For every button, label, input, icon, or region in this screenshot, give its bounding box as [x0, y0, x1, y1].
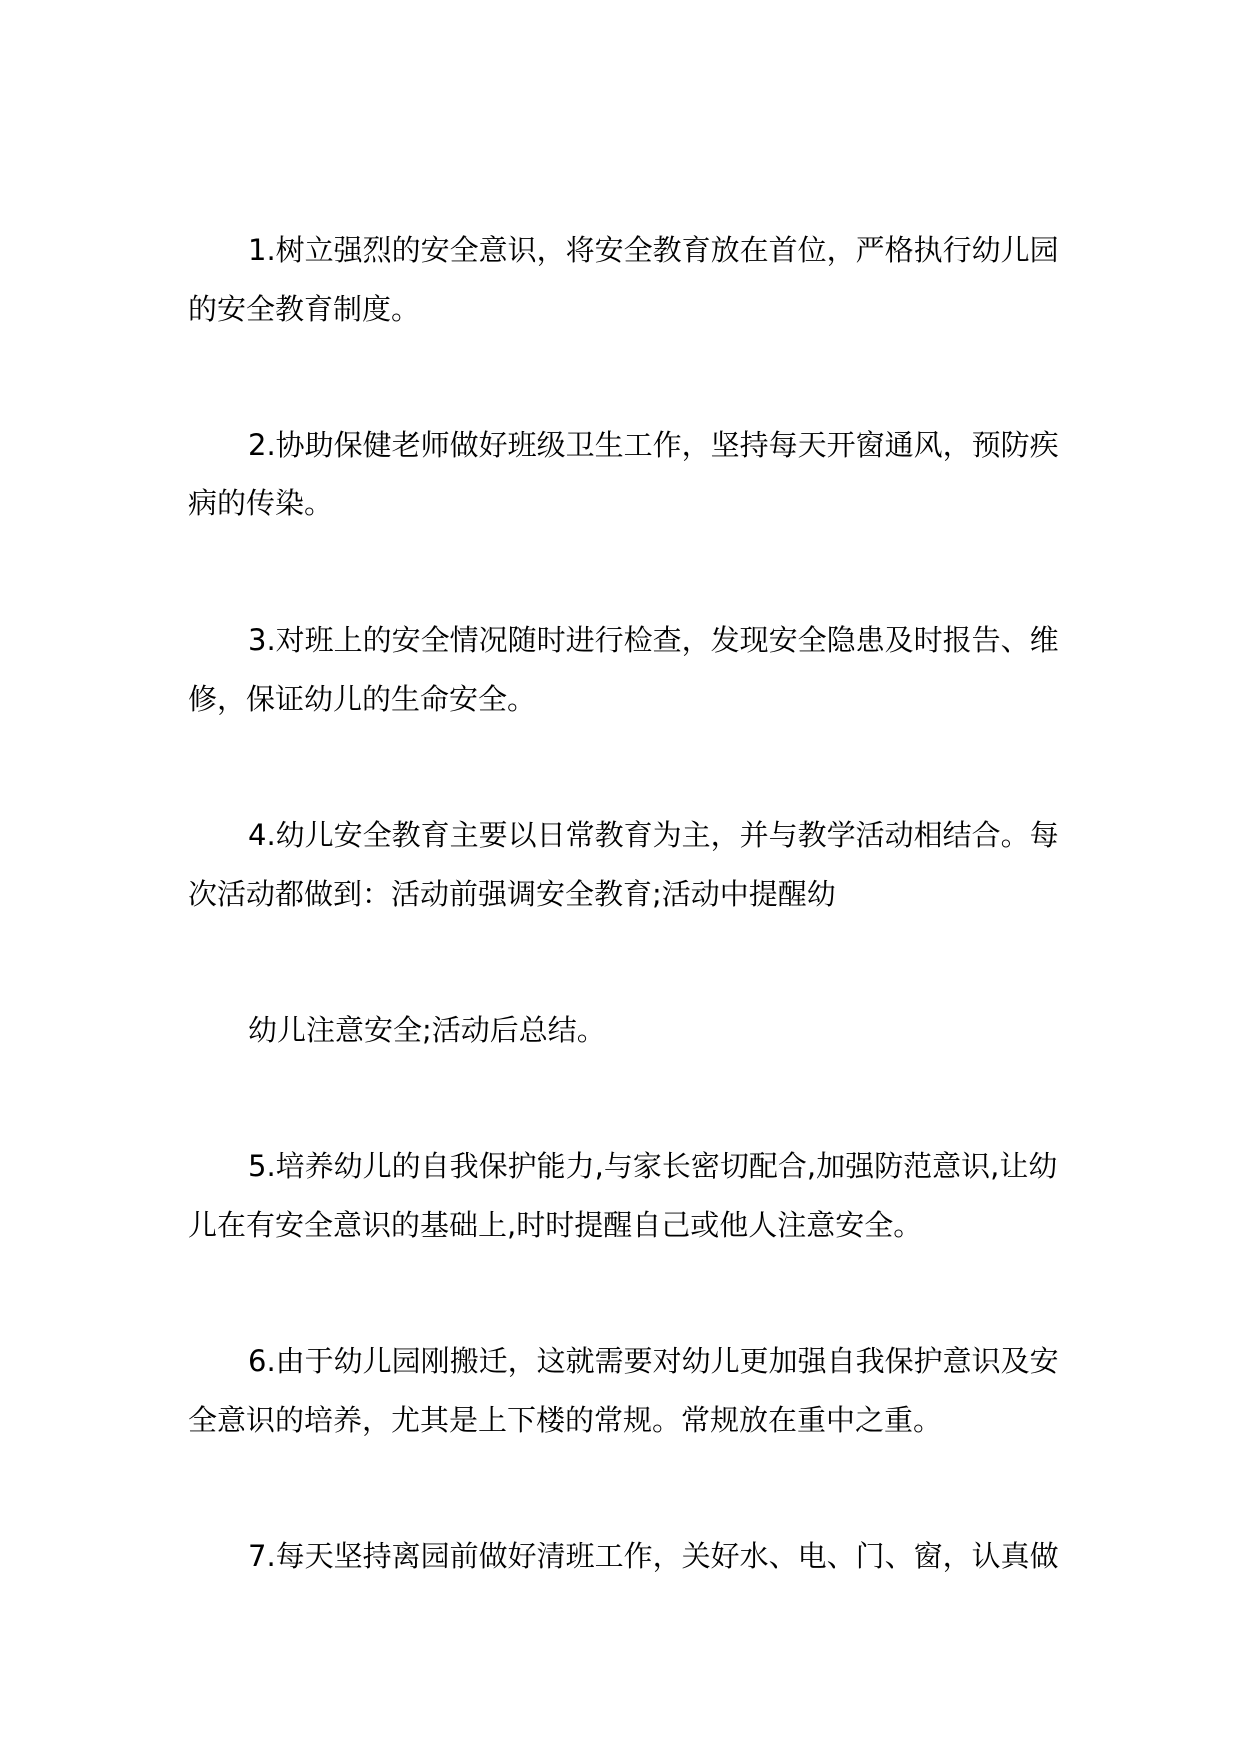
item-4-line-1: 4.幼儿安全教育主要以日常教育为主，并与教学活动相结合。每	[248, 818, 1059, 852]
item-5-line-1: 5.培养幼儿的自我保护能力,与家长密切配合,加强防范意识,让幼	[248, 1149, 1058, 1183]
item-4-line-3: 幼儿注意安全;活动后总结。	[248, 1013, 606, 1047]
item-2-line-2: 病的传染。	[188, 486, 334, 520]
item-3-line-2: 修，保证幼儿的生命安全。	[188, 682, 537, 716]
item-6-line-1: 6.由于幼儿园刚搬迁，这就需要对幼儿更加强自我保护意识及安	[248, 1344, 1059, 1378]
item-4-line-2: 次活动都做到：活动前强调安全教育;活动中提醒幼	[188, 877, 836, 911]
item-6-line-2: 全意识的培养，尤其是上下楼的常规。常规放在重中之重。	[188, 1403, 943, 1437]
item-1-line-2: 的安全教育制度。	[188, 292, 421, 326]
item-1-line-1: 1.树立强烈的安全意识，将安全教育放在首位，严格执行幼儿园	[248, 233, 1059, 267]
item-5-line-2: 儿在有安全意识的基础上,时时提醒自己或他人注意安全。	[188, 1208, 923, 1242]
item-2-line-1: 2.协助保健老师做好班级卫生工作，坚持每天开窗通风，预防疾	[248, 428, 1059, 462]
item-3-line-1: 3.对班上的安全情况随时进行检查，发现安全隐患及时报告、维	[248, 623, 1059, 657]
item-7-line-1: 7.每天坚持离园前做好清班工作，关好水、电、门、窗，认真做	[248, 1539, 1059, 1573]
